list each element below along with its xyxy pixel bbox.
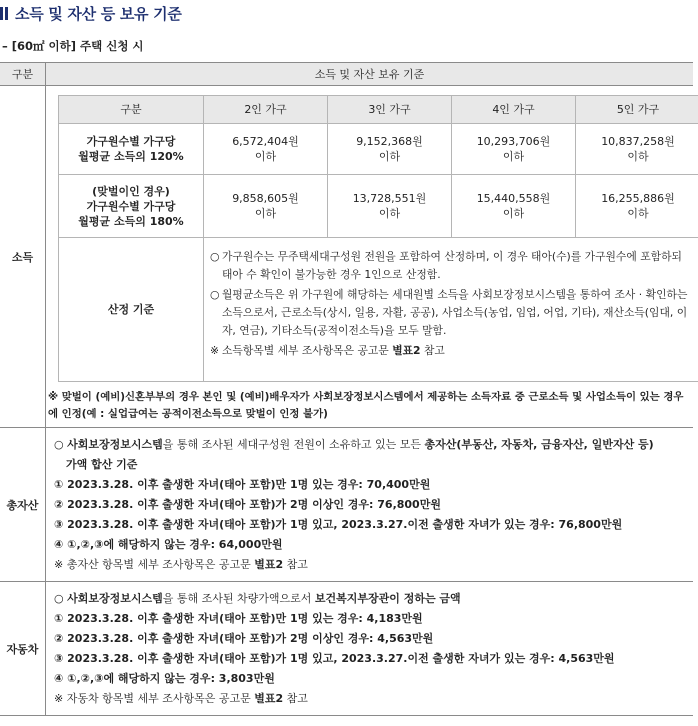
subtitle: – [60㎡ 이하] 주택 신청 시	[2, 39, 144, 53]
income-value: 9,858,605원 이하	[204, 175, 328, 238]
section-title	[0, 2, 182, 24]
calc-note: ※ 소득항목별 세부 조사항목은 공고문 별표2 참고	[210, 344, 445, 357]
income-cell	[46, 86, 694, 428]
title-bar-icon	[0, 7, 3, 20]
income-value: 10,837,258원 이하	[576, 124, 698, 175]
income-header-cell: 구분	[59, 96, 204, 124]
assets-cell	[46, 428, 694, 582]
list-item: ④ ①,②,③에 해당하지 않는 경우: 3,803만원	[54, 672, 275, 685]
assets-intro: ○ 사회보장정보시스템을 통해 조사된 세대구성원 전원이 소유하고 있는 모든 총자산(부동산, 자동차, 금융자산, 일반자산 등)	[54, 438, 654, 451]
income-value: 15,440,558원 이하	[452, 175, 576, 238]
list-item: ① 2023.3.28. 이후 출생한 자녀(태아 포함)만 1명 있는 경우: 70,400만원	[54, 478, 431, 491]
assets-intro-cont: 가액 합산 기준	[66, 458, 138, 471]
list-item: ○ 가구원수는 무주택세대구성원 전원을 포함하여 산정하며, 이 경우 태아(수)를 가구원수에 포함하되 태아 수 확인이 불가능한 경우 1인으로 산정함.	[210, 250, 682, 281]
income-value: 9,152,368원 이하	[328, 124, 452, 175]
car-row	[0, 582, 693, 716]
title-bar-icon	[5, 7, 8, 20]
income-row-120	[59, 124, 698, 175]
header-category: 구분	[0, 63, 46, 86]
income-header-cell: 5인 가구	[576, 96, 698, 124]
income-value: 10,293,706원 이하	[452, 124, 576, 175]
assets-row	[0, 428, 693, 582]
row-label: 가구원수별 가구당 월평균 소득의 120%	[59, 124, 204, 175]
calc-basis-label: 산정 기준	[59, 238, 204, 382]
car-note: ※ 자동차 항목별 세부 조사항목은 공고문 별표2 참고	[54, 692, 308, 705]
income-value: 6,572,404원 이하	[204, 124, 328, 175]
income-table-header	[59, 96, 698, 124]
income-row	[0, 86, 693, 428]
income-header-cell: 3인 가구	[328, 96, 452, 124]
income-value: 16,255,886원 이하	[576, 175, 698, 238]
list-item: ③ 2023.3.28. 이후 출생한 자녀(태아 포함)가 1명 있고, 2023.3.27.이전 출생한 자녀가 있는 경우: 76,800만원	[54, 518, 623, 531]
car-label: 자동차	[0, 582, 46, 716]
income-value: 13,728,551원 이하	[328, 175, 452, 238]
assets-note: ※ 총자산 항목별 세부 조사항목은 공고문 별표2 참고	[54, 558, 308, 571]
car-intro: ○ 사회보장정보시스템을 통해 조사된 차량가액으로서 보건복지부장관이 정하는 금액	[54, 592, 461, 605]
list-item: ○ 월평균소득은 위 가구원에 해당하는 세대원별 소득을 사회보장정보시스템을 통하여 조사 · 확인하는 소득으로서, 근로소득(상시, 일용, 자활, 공공), 사업소득(농업, 임업, 어업, 기타), 재산소득(임대, 이자, 연금), 기타소득(공적이전소득)을 모두 말함.	[210, 288, 688, 337]
list-item: ① 2023.3.28. 이후 출생한 자녀(태아 포함)만 1명 있는 경우: 4,183만원	[54, 612, 423, 625]
car-cell	[46, 582, 694, 716]
criteria-table	[0, 62, 693, 716]
income-header-cell: 4인 가구	[452, 96, 576, 124]
assets-label: 총자산	[0, 428, 46, 582]
list-item: ② 2023.3.28. 이후 출생한 자녀(태아 포함)가 2명 이상인 경우: 76,800만원	[54, 498, 441, 511]
calc-basis-body	[204, 238, 698, 382]
header-criteria: 소득 및 자산 보유 기준	[46, 63, 694, 86]
list-item: ④ ①,②,③에 해당하지 않는 경우: 64,000만원	[54, 538, 283, 551]
income-header-cell: 2인 가구	[204, 96, 328, 124]
section-title-text: 소득 및 자산 등 보유 기준	[15, 4, 182, 23]
row-label: (맞벌이인 경우) 가구원수별 가구당 월평균 소득의 180%	[59, 175, 204, 238]
list-item: ③ 2023.3.28. 이후 출생한 자녀(태아 포함)가 1명 있고, 2023.3.27.이전 출생한 자녀가 있는 경우: 4,563만원	[54, 652, 615, 665]
income-row-180	[59, 175, 698, 238]
calc-basis-row	[59, 238, 698, 382]
income-table	[58, 95, 698, 382]
income-footnote: ※ 맞벌이 (예비)신혼부부의 경우 본인 및 (예비)배우자가 사회보장정보시스템에서 제공하는 소득자료 중 근로소득 및 사업소득이 있는 경우에 인정(예 : 실업급여는 공적이전소득으로 맞벌이 인정 불가)	[48, 391, 684, 420]
table-header-row	[0, 63, 693, 86]
list-item: ② 2023.3.28. 이후 출생한 자녀(태아 포함)가 2명 이상인 경우: 4,563만원	[54, 632, 434, 645]
income-label: 소득	[0, 86, 46, 428]
